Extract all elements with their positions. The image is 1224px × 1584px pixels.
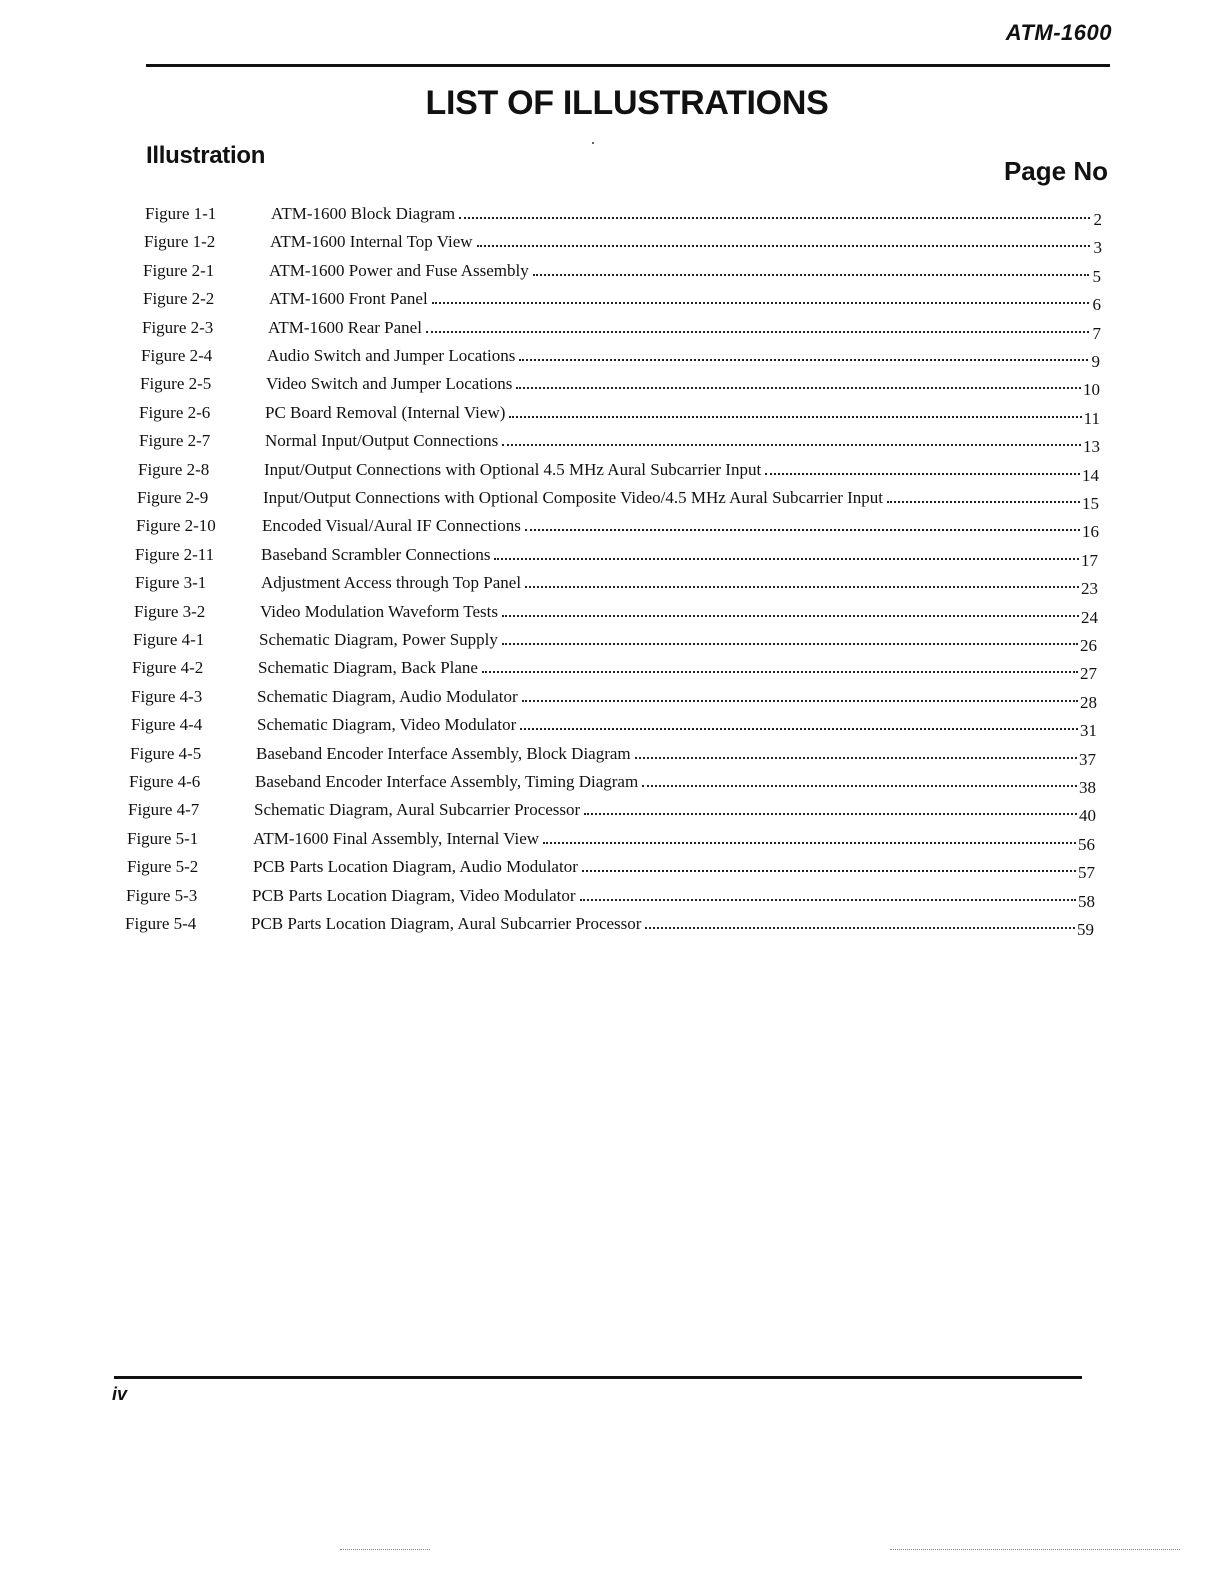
figure-number: Figure 2-1 [143, 261, 215, 280]
figure-title: Video Switch and Jumper Locations [266, 374, 513, 393]
figure-number: Figure 2-11 [135, 545, 215, 564]
figure-number: Figure 5-3 [126, 886, 198, 905]
dot-leader [502, 643, 1078, 645]
figure-title: Normal Input/Output Connections [265, 431, 499, 450]
list-item [141, 338, 1100, 371]
dot-leader [520, 728, 1078, 730]
list-item [139, 423, 1100, 456]
figure-number: Figure 2-8 [138, 460, 210, 479]
dot-leader [477, 245, 1090, 247]
dot-leader [582, 870, 1076, 872]
dot-leader [509, 416, 1081, 418]
figure-number: Figure 4-5 [130, 744, 202, 763]
page-number: 28 [1080, 693, 1097, 712]
page-number: 56 [1078, 835, 1095, 854]
list-item [137, 480, 1099, 513]
list-item [127, 849, 1095, 882]
list-item [130, 736, 1096, 769]
figure-title: Audio Switch and Jumper Locations [267, 346, 516, 365]
figure-number: Figure 1-2 [144, 232, 216, 251]
page-number: 58 [1078, 892, 1095, 911]
page-number: 2 [1093, 210, 1102, 229]
figure-number: Figure 4-6 [129, 772, 201, 791]
dot-leader [642, 785, 1077, 787]
page-folio: iv [112, 1384, 128, 1404]
figure-title: Schematic Diagram, Back Plane [258, 658, 478, 677]
page-number: 24 [1081, 608, 1098, 627]
figure-title: Schematic Diagram, Power Supply [259, 630, 498, 649]
figure-title: Schematic Diagram, Audio Modulator [257, 687, 518, 706]
page-number: 27 [1080, 664, 1097, 683]
top-rule [146, 64, 1110, 67]
document-code: ATM-1600 [1005, 20, 1112, 45]
list-item [135, 537, 1098, 570]
figure-number: Figure 4-2 [132, 658, 204, 677]
figure-title: PCB Parts Location Diagram, Aural Subcarrier Processor [251, 914, 642, 933]
list-item [126, 878, 1095, 911]
figure-title: ATM-1600 Internal Top View [270, 232, 473, 251]
figure-title: Baseband Encoder Interface Assembly, Timing Diagram [255, 772, 639, 791]
dot-leader [543, 842, 1076, 844]
list-item [143, 281, 1101, 314]
figure-title: Encoded Visual/Aural IF Connections [262, 516, 521, 535]
dot-leader [426, 331, 1089, 333]
page-number: 31 [1080, 721, 1097, 740]
dot-leader [887, 501, 1080, 503]
dot-leader [645, 927, 1075, 929]
list-item [138, 452, 1099, 485]
dot-leader [516, 387, 1081, 389]
figure-number: Figure 3-2 [134, 602, 206, 621]
figure-title: ATM-1600 Power and Fuse Assembly [269, 261, 529, 280]
page-number: 37 [1079, 750, 1096, 769]
dot-leader [584, 813, 1077, 815]
page-number-column-heading: Page No [1003, 156, 1108, 186]
list-item [133, 622, 1097, 655]
dot-leader [432, 302, 1089, 304]
figure-number: Figure 2-6 [139, 403, 211, 422]
list-item [134, 594, 1098, 627]
list-item [139, 395, 1100, 428]
figure-title: PC Board Removal (Internal View) [265, 403, 506, 422]
page-number: 14 [1082, 466, 1099, 485]
dot-leader [533, 274, 1089, 276]
figure-number: Figure 5-1 [127, 829, 199, 848]
list-item [132, 650, 1097, 683]
figure-title: Input/Output Connections with Optional 4.5 MHz Aural Subcarrier Input [264, 460, 762, 479]
figure-number: Figure 2-4 [141, 346, 213, 365]
page-number: 10 [1083, 380, 1100, 399]
page-number: 26 [1080, 636, 1097, 655]
page-number: 57 [1078, 863, 1095, 882]
dot-leader [635, 757, 1077, 759]
figure-title: ATM-1600 Front Panel [269, 289, 428, 308]
figure-number: Figure 3-1 [135, 573, 207, 592]
figure-title: PCB Parts Location Diagram, Video Modulator [252, 886, 576, 905]
list-item [127, 821, 1095, 854]
figure-number: Figure 4-7 [128, 800, 200, 819]
page-number: 3 [1093, 238, 1102, 257]
page-number: 40 [1079, 806, 1096, 825]
figure-title: Baseband Encoder Interface Assembly, Block Diagram [256, 744, 631, 763]
dot-leader [519, 359, 1088, 361]
page-number: 38 [1079, 778, 1096, 797]
figure-title: Adjustment Access through Top Panel [261, 573, 522, 592]
dot-leader [525, 586, 1079, 588]
figure-title: Schematic Diagram, Video Modulator [257, 715, 517, 734]
list-item [131, 679, 1097, 712]
page-number: 5 [1092, 267, 1101, 286]
bottom-rule [114, 1376, 1082, 1379]
figure-number: Figure 2-7 [139, 431, 211, 450]
dot-leader [580, 899, 1076, 901]
figure-title: ATM-1600 Rear Panel [268, 318, 422, 337]
list-item [128, 792, 1096, 825]
list-item [144, 224, 1102, 257]
list-item [135, 565, 1098, 598]
page-number: 15 [1082, 494, 1099, 513]
list-item [131, 707, 1097, 740]
dot-leader [502, 615, 1079, 617]
dot-leader [459, 217, 1090, 219]
list-item [129, 764, 1096, 797]
figure-title: Input/Output Connections with Optional Composite Video/4.5 MHz Aural Subcarrier Input [263, 488, 884, 507]
figure-number: Figure 2-10 [136, 516, 216, 535]
figure-number: Figure 4-3 [131, 687, 203, 706]
figure-number: Figure 5-2 [127, 857, 199, 876]
figure-number: Figure 4-4 [131, 715, 203, 734]
page-number: 9 [1091, 352, 1100, 371]
dot-leader [494, 558, 1079, 560]
dot-leader [765, 473, 1080, 475]
figure-title: Video Modulation Waveform Tests [260, 602, 499, 621]
dot-leader [482, 671, 1078, 673]
page-title: LIST OF ILLUSTRATIONS [425, 84, 829, 122]
list-item [140, 366, 1100, 399]
dot-leader [522, 700, 1078, 702]
list-item [145, 196, 1102, 229]
figure-number: Figure 1-1 [145, 204, 217, 223]
illustration-column-heading: Illustration [146, 142, 266, 169]
page-number: 11 [1083, 409, 1100, 428]
list-item [125, 906, 1094, 939]
page-number: 6 [1092, 295, 1101, 314]
page-number: 59 [1077, 920, 1094, 939]
figure-number: Figure 2-9 [137, 488, 209, 507]
figure-title: Baseband Scrambler Connections [261, 545, 491, 564]
figure-title: ATM-1600 Block Diagram [271, 204, 456, 223]
figure-number: Figure 2-3 [142, 318, 214, 337]
dot-leader [525, 529, 1080, 531]
dot-leader [502, 444, 1081, 446]
page-number: 7 [1092, 324, 1101, 343]
page-number: 17 [1081, 551, 1098, 570]
page-number: 16 [1082, 522, 1099, 541]
figure-title: PCB Parts Location Diagram, Audio Modulator [253, 857, 578, 876]
list-item [143, 253, 1101, 286]
figure-number: Figure 2-5 [140, 374, 212, 393]
list-item [136, 508, 1099, 541]
scan-noise [890, 1548, 1180, 1550]
figure-number: Figure 2-2 [143, 289, 215, 308]
page-number: 23 [1081, 579, 1098, 598]
figure-number: Figure 5-4 [125, 914, 197, 933]
list-item [142, 310, 1101, 343]
figure-title: Schematic Diagram, Aural Subcarrier Processor [254, 800, 581, 819]
scan-noise [340, 1548, 430, 1550]
scan-speck [592, 142, 594, 144]
figure-number: Figure 4-1 [133, 630, 205, 649]
figure-title: ATM-1600 Final Assembly, Internal View [253, 829, 540, 848]
page-number: 13 [1083, 437, 1100, 456]
